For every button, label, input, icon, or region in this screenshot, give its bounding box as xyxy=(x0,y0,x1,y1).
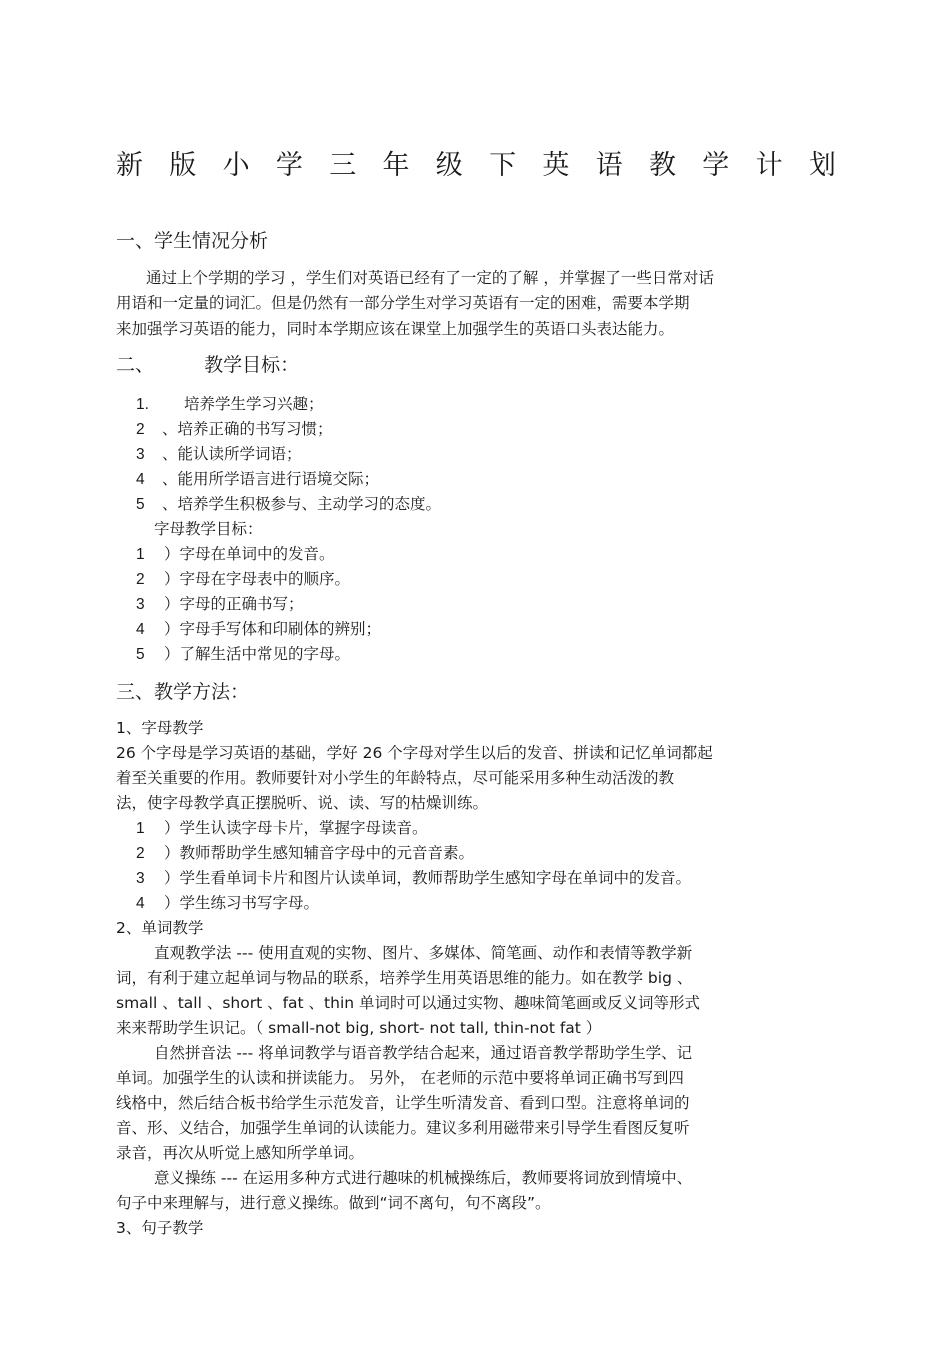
list-text: ）学生练习书写字母。 xyxy=(164,894,320,912)
list-item xyxy=(136,817,428,840)
list-item xyxy=(136,493,441,516)
section-heading-teaching-goals xyxy=(116,352,299,378)
list-number: 3 xyxy=(136,446,145,463)
paragraph-line: 来来帮助学生识记。（ small-not big, short- not tall, thin-not fat ） xyxy=(116,1019,602,1037)
paragraph-line: 法，使字母教学真正摆脱听、说、读、写的枯燥训练。 xyxy=(116,794,489,812)
list-number: 4 xyxy=(136,471,145,488)
paragraph-line: 用语和一定量的词汇。但是仍然有一部分学生对学习英语有一定的困难，需要本学期 xyxy=(116,294,690,312)
title-char: 计 xyxy=(755,150,783,181)
list-text: ）字母手写体和印刷体的辨别； xyxy=(164,620,382,638)
list-item xyxy=(136,568,350,591)
title-char: 学 xyxy=(702,150,730,181)
title-char: 教 xyxy=(648,150,676,181)
list-number: 2 xyxy=(136,845,145,862)
list-text: ）字母在字母表中的顺序。 xyxy=(164,570,351,588)
list-text: ）教师帮助学生感知辅音字母中的元音音素。 xyxy=(164,844,475,862)
list-text: ）字母在单词中的发音。 xyxy=(164,545,335,563)
list-item xyxy=(136,418,333,441)
list-item xyxy=(136,468,379,491)
list-text: 、能认读所学词语； xyxy=(162,445,302,463)
title-char: 年 xyxy=(382,150,410,181)
list-item xyxy=(136,867,691,890)
subheading-sentence-teaching: 3、句子教学 xyxy=(116,1219,204,1237)
title-char: 英 xyxy=(542,150,570,181)
list-item xyxy=(136,443,302,466)
list-number: 4 xyxy=(136,621,145,638)
title-char: 划 xyxy=(808,150,836,181)
list-item xyxy=(136,543,335,566)
list-number: 1. xyxy=(136,396,149,413)
paragraph-line: 词，有利于建立起单词与物品的联系，培养学生用英语思维的能力。如在教学 big 、 xyxy=(116,969,693,987)
title-char: 小 xyxy=(222,150,250,181)
list-text: 培养学生学习兴趣； xyxy=(184,395,324,413)
title-char: 学 xyxy=(275,150,303,181)
list-text: ）学生看单词卡片和图片认读单词，教师帮助学生感知字母在单词中的发音。 xyxy=(164,869,692,887)
document-title xyxy=(116,148,836,184)
list-item xyxy=(136,393,324,416)
list-number: 1 xyxy=(136,820,145,837)
list-item xyxy=(136,593,304,616)
title-char: 三 xyxy=(329,150,357,181)
list-item xyxy=(136,618,381,641)
paragraph-line: 来加强学习英语的能力，同时本学期应该在课堂上加强学生的英语口头表达能力。 xyxy=(116,320,675,338)
list-text: ）字母的正确书写； xyxy=(164,595,304,613)
list-text: 、培养正确的书写习惯； xyxy=(162,420,333,438)
list-number: 4 xyxy=(136,895,145,912)
paragraph-line: 线格中，然后结合板书给学生示范发音，让学生听清发音、看到口型。注意将单词的 xyxy=(116,1094,690,1112)
paragraph-line: 着至关重要的作用。教师要针对小学生的年龄特点，尽可能采用多种生动活泼的教 xyxy=(116,769,675,787)
list-number: 2 xyxy=(136,421,145,438)
list-text: 、培养学生积极参与、主动学习的态度。 xyxy=(162,495,442,513)
list-number: 5 xyxy=(136,646,145,663)
list-text: 、能用所学语言进行语境交际； xyxy=(162,470,380,488)
subheading-word-teaching: 2、单词教学 xyxy=(116,919,204,937)
section-heading-student-analysis: 一、学生情况分析 xyxy=(116,230,269,252)
paragraph-line: 句子中来理解与，进行意义操练。做到“词不离句，句不离段”。 xyxy=(116,1194,551,1212)
subheading-letter-goals: 字母教学目标： xyxy=(154,520,263,538)
paragraph-line: small 、tall 、short 、fat 、thin 单词时可以通过实物、趣味简笔画或反义词等形式 xyxy=(116,994,701,1012)
section-number: 二、 xyxy=(116,354,155,376)
list-item xyxy=(136,892,319,915)
section-heading-teaching-methods: 三、教学方法： xyxy=(116,681,250,703)
paragraph-line: 直观教学法 --- 使用直观的实物、图片、多媒体、简笔画、动作和表情等教学新 xyxy=(154,944,693,962)
list-item xyxy=(136,643,350,666)
list-item xyxy=(136,842,474,865)
paragraph-line: 录音，再次从听觉上感知所学单词。 xyxy=(116,1144,365,1162)
list-number: 3 xyxy=(136,596,145,613)
list-number: 2 xyxy=(136,571,145,588)
title-char: 新 xyxy=(116,150,143,181)
paragraph-line: 音、形、义结合，加强学生单词的认读能力。建议多利用磁带来引导学生看图反复听 xyxy=(116,1119,690,1137)
title-char: 下 xyxy=(489,150,517,181)
list-number: 5 xyxy=(136,496,145,513)
title-char: 版 xyxy=(169,150,197,181)
paragraph-line: 自然拼音法 --- 将单词教学与语音教学结合起来，通过语音教学帮助学生学、记 xyxy=(154,1044,693,1062)
list-number: 1 xyxy=(136,546,145,563)
list-text: ）了解生活中常见的字母。 xyxy=(164,645,351,663)
paragraph-line: 通过上个学期的学习 ，学生们对英语已经有了一定的了解 ，并掌握了一些日常对话 xyxy=(146,269,714,287)
paragraph-line: 26 个字母是学习英语的基础，学好 26 个字母对学生以后的发音、拼读和记忆单词都起 xyxy=(116,744,713,762)
paragraph-line: 单词。加强学生的认读和拼读能力。 另外， 在老师的示范中要将单词正确书写到四 xyxy=(116,1069,684,1087)
title-char: 级 xyxy=(435,150,463,181)
title-char: 语 xyxy=(595,150,623,181)
section-title: 教学目标： xyxy=(204,354,300,376)
subheading-letter-teaching: 1、字母教学 xyxy=(116,719,204,737)
list-number: 3 xyxy=(136,870,145,887)
paragraph-line: 意义操练 --- 在运用多种方式进行趣味的机械操练后，教师要将词放到情境中、 xyxy=(154,1169,693,1187)
list-text: ）学生认读字母卡片，掌握字母读音。 xyxy=(164,819,428,837)
